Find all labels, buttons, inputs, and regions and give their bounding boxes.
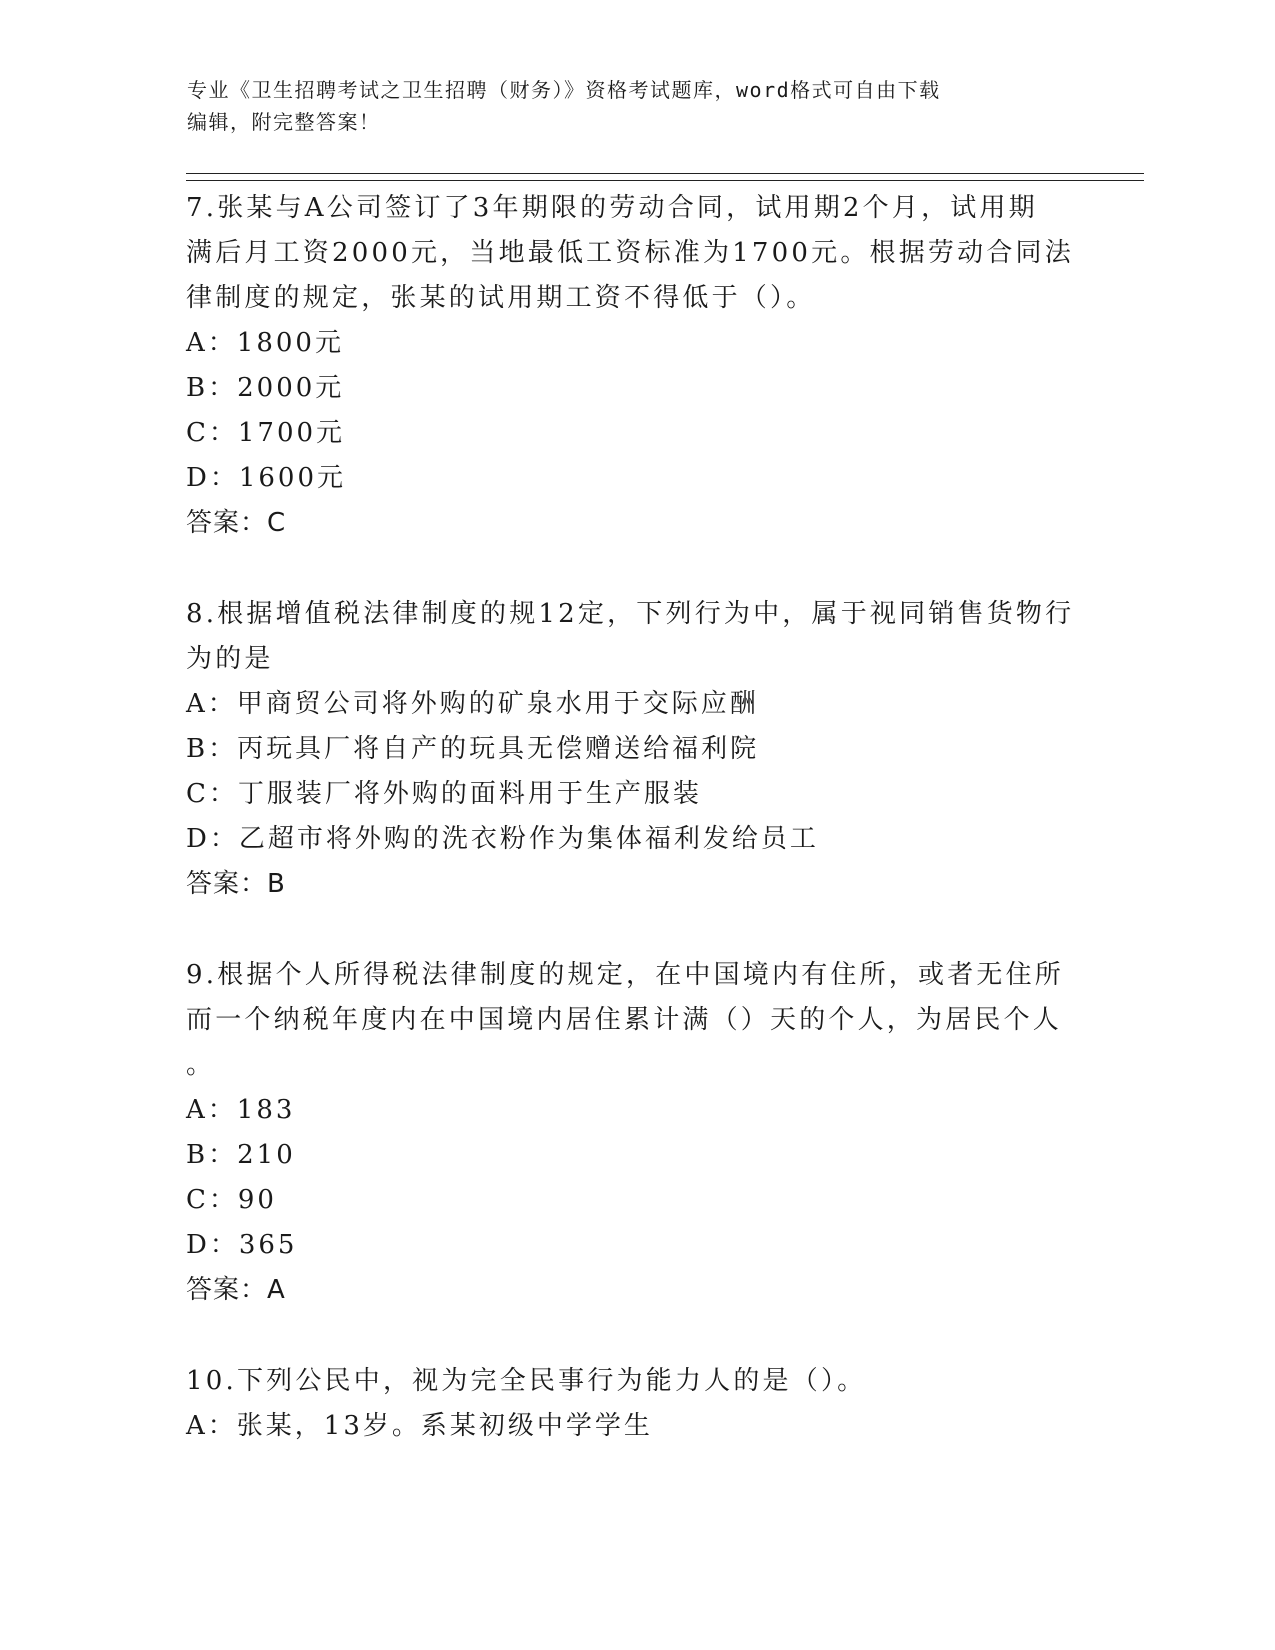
option-c: C：1700元 (186, 418, 346, 448)
option-b: B：2000元 (186, 373, 345, 403)
question-spacer (186, 1313, 1106, 1359)
question-7 (186, 186, 1106, 546)
option-d: D：1600元 (186, 463, 347, 493)
option-c: C：90 (186, 1185, 277, 1215)
question-text: 满后月工资2000元，当地最低工资标准为1700元。根据劳动合同法 (186, 238, 1074, 268)
option-d: D：乙超市将外购的洗衣粉作为集体福利发给员工 (186, 824, 819, 854)
question-text: 8.根据增值税法律制度的规12定，下列行为中，属于视同销售货物行 (186, 599, 1075, 629)
answer-key: 答案：B (186, 869, 286, 899)
question-text: 。 (186, 1050, 216, 1080)
header-line: 编辑，附完整答案！ (187, 110, 381, 134)
document-header (187, 74, 1087, 138)
question-list (186, 186, 1106, 1449)
option-d: D：365 (186, 1230, 298, 1260)
question-text: 而一个纳税年度内在中国境内居住累计满（）天的个人，为居民个人 (186, 1005, 1063, 1035)
answer-key: 答案：C (186, 508, 287, 538)
option-a: A：183 (186, 1095, 296, 1125)
question-8 (186, 592, 1106, 907)
option-a: A：张某，13岁。系某初级中学学生 (186, 1411, 653, 1441)
option-a: A：甲商贸公司将外购的矿泉水用于交际应酬 (186, 689, 759, 719)
question-text: 律制度的规定，张某的试用期工资不得低于（）。 (186, 283, 816, 313)
option-a: A：1800元 (186, 328, 344, 358)
question-9 (186, 953, 1106, 1313)
question-text: 为的是 (186, 644, 274, 674)
header-divider-bottom (186, 180, 1144, 181)
option-c: C：丁服装厂将外购的面料用于生产服装 (186, 779, 702, 809)
question-text: 9.根据个人所得税法律制度的规定，在中国境内有住所，或者无住所 (186, 960, 1065, 990)
question-text: 7.张某与A公司签订了3年期限的劳动合同，试用期2个月，试用期 (186, 193, 1038, 223)
header-line: 专业《卫生招聘考试之卫生招聘（财务）》资格考试题库，word格式可自由下载 (187, 78, 941, 102)
option-b: B：210 (186, 1140, 296, 1170)
question-spacer (186, 546, 1106, 592)
header-divider-top (186, 173, 1144, 174)
question-spacer (186, 907, 1106, 953)
question-10 (186, 1359, 1106, 1449)
option-b: B：丙玩具厂将自产的玩具无偿赠送给福利院 (186, 734, 760, 764)
answer-key: 答案：A (186, 1275, 286, 1305)
question-text: 10.下列公民中，视为完全民事行为能力人的是（）。 (186, 1366, 867, 1396)
